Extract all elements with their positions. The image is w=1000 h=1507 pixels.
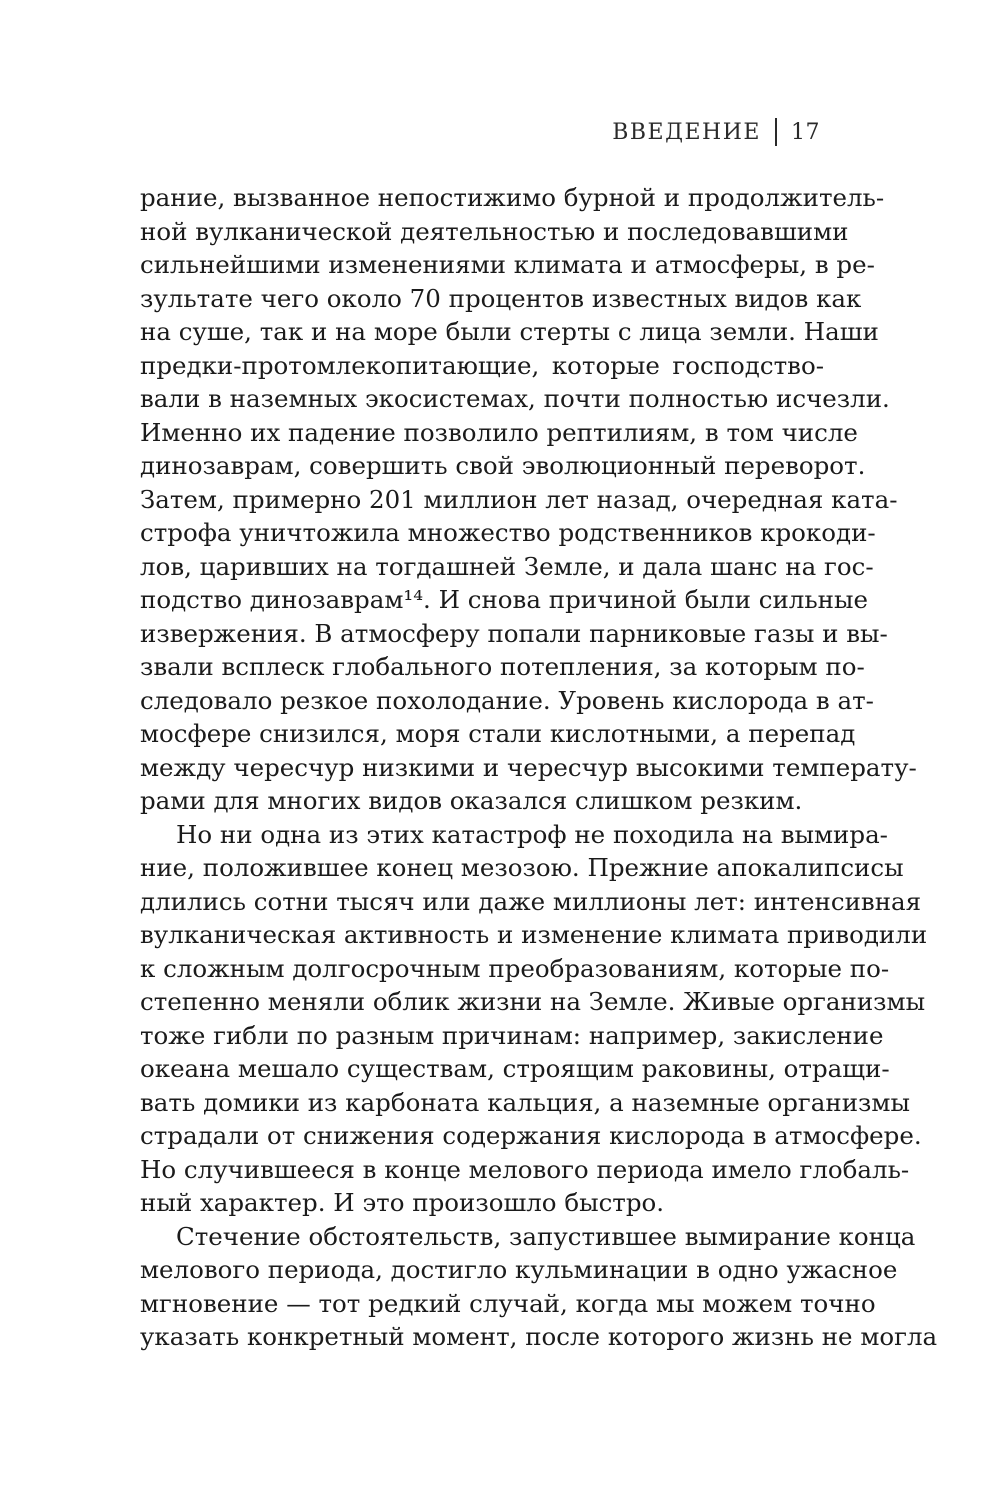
body-text: [140, 181, 938, 1354]
text-line: тоже гибли по разным причинам: например, закисление: [140, 1020, 884, 1050]
text-line: сильнейшими изменениями климата и атмосферы, в ре-: [140, 250, 875, 279]
text-line: Именно их падение позволило рептилиям, в том числе: [140, 417, 858, 447]
text-line: мелового периода, достигло кульминации в одно ужасное: [140, 1255, 898, 1284]
text-line: Но ни одна из этих катастроф не походила на вымира-: [176, 819, 888, 849]
text-line: на суше, так и на море были стерты с лица земли. Наши: [140, 317, 879, 346]
header-separator: [775, 118, 777, 146]
text-line: извержения. В атмосферу попали парниковые газы и вы-: [140, 618, 888, 648]
text-line: Затем, примерно 201 миллион лет назад, очередная ката-: [140, 484, 898, 514]
text-line: Но случившееся в конце мелового периода имело глобаль-: [140, 1154, 910, 1184]
text-line: степенно меняли облик жизни на Земле. Живые организмы: [140, 987, 926, 1016]
running-head: [612, 118, 820, 146]
text-line: следовало резкое похолодание. Уровень кислорода в ат-: [140, 685, 874, 715]
text-line: зультате чего около 70 процентов известных видов как: [140, 283, 862, 313]
paragraph: [140, 181, 917, 818]
text-line: рами для многих видов оказался слишком резким.: [140, 786, 803, 815]
text-line: между чересчур низкими и чересчур высокими температу-: [140, 752, 917, 782]
paragraph: [140, 1220, 938, 1354]
text-line: длились сотни тысяч или даже миллионы лет: интенсивная: [140, 886, 922, 916]
text-line: звали всплеск глобального потепления, за которым по-: [140, 652, 865, 681]
text-line: мгновение — тот редкий случай, когда мы можем точно: [140, 1288, 876, 1318]
text-line: к сложным долгосрочным преобразованиям, которые по-: [140, 953, 890, 983]
text-line: указать конкретный момент, после которого жизнь не могла: [140, 1322, 938, 1351]
text-line: рание, вызванное непостижимо бурной и продолжитель-: [140, 183, 885, 212]
text-line: вулканическая активность и изменение климата приводили: [140, 920, 928, 949]
text-line: ный характер. И это произошло быстро.: [140, 1188, 665, 1217]
text-line: строфа уничтожила множество родственников крокоди-: [140, 518, 876, 547]
text-line: предки-протомлекопитающие, которые господство-: [140, 350, 824, 380]
text-line: ние, положившее конец мезозою. Прежние апокалипсисы: [140, 853, 904, 882]
text-line: подство динозаврам¹⁴. И снова причиной были сильные: [140, 585, 869, 614]
text-line: океана мешало существам, строящим раковины, отращи-: [140, 1054, 890, 1083]
text-line: мосфере снизился, моря стали кислотными, а перепад: [140, 719, 856, 748]
page-number: 17: [791, 119, 820, 145]
text-line: динозаврам, совершить свой эволюционный переворот.: [140, 451, 866, 480]
text-line: ной вулканической деятельностью и последовавшими: [140, 216, 849, 246]
text-line: страдали от снижения содержания кислорода в атмосфере.: [140, 1121, 922, 1150]
text-line: вали в наземных экосистемах, почти полностью исчезли.: [140, 384, 890, 413]
paragraph: [140, 818, 928, 1220]
section-title: ВВЕДЕНИЕ: [612, 119, 761, 145]
text-line: вать домики из карбоната кальция, а наземные организмы: [140, 1087, 910, 1117]
text-line: Стечение обстоятельств, запустившее вымирание конца: [176, 1221, 916, 1251]
text-line: лов, царивших на тогдашней Земле, и дала шанс на гос-: [140, 551, 874, 581]
